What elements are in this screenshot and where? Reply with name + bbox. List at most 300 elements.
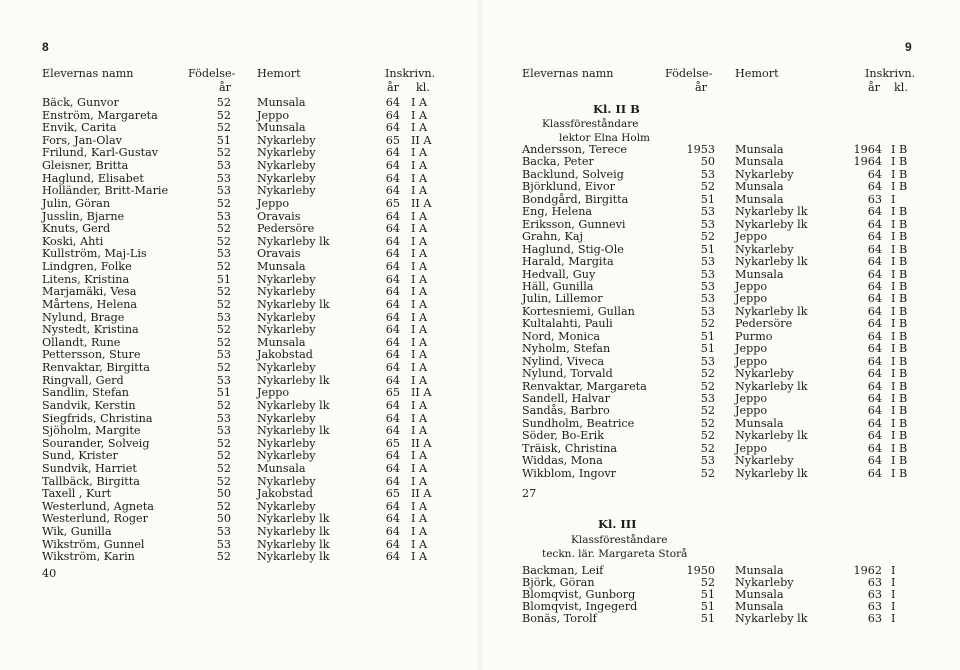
home-town: Oravais: [257, 247, 301, 261]
student-name: Renvaktar, Margareta: [522, 379, 647, 393]
enroll-class: I B: [891, 217, 908, 231]
enroll-class: I A: [411, 272, 428, 286]
enroll-year: 64: [867, 292, 882, 306]
student-name: Kortesniemi, Gullan: [522, 304, 635, 318]
enroll-class: I A: [411, 209, 428, 223]
home-town: Oravais: [257, 209, 301, 223]
enroll-class: I A: [411, 184, 428, 198]
header-home: Hemort: [735, 67, 779, 80]
home-town: Munsala: [735, 416, 784, 430]
class-b-title: Kl. II B: [593, 102, 640, 116]
home-town: Nykarleby: [735, 367, 794, 381]
home-town: Nykarleby: [257, 146, 316, 160]
birth-year: 53: [700, 167, 715, 181]
student-name: Knuts, Gerd: [42, 222, 111, 236]
enroll-year: 65: [385, 196, 400, 210]
enroll-class: I A: [411, 260, 428, 274]
home-town: Jeppo: [735, 292, 768, 306]
enroll-year: 64: [867, 180, 882, 194]
home-town: Nykarleby: [257, 184, 316, 198]
birth-year: 53: [700, 304, 715, 318]
birth-year: 53: [216, 159, 231, 173]
student-name: Taxell , Kurt: [42, 487, 112, 501]
header-enroll-class: kl.: [416, 81, 430, 94]
enroll-year: 63: [867, 588, 882, 601]
student-name: Koski, Ahti: [42, 234, 104, 248]
student-name: Blomqvist, Gunborg: [522, 588, 636, 601]
home-town: Nykarleby: [257, 310, 316, 324]
enroll-year: 64: [385, 285, 400, 299]
birth-year: 52: [216, 96, 231, 109]
enroll-year: 64: [867, 367, 882, 381]
home-town: Nykarleby: [735, 167, 794, 181]
home-town: Munsala: [735, 564, 784, 577]
enroll-year: 64: [385, 499, 400, 513]
birth-year: 52: [700, 367, 715, 381]
student-name: Siegfrids, Christina: [42, 411, 153, 425]
birth-year: 52: [700, 180, 715, 194]
student-count: 40: [42, 567, 57, 580]
student-name: Gleisner, Britta: [42, 159, 129, 173]
enroll-class: I A: [411, 461, 428, 475]
enroll-class: I B: [891, 317, 908, 331]
enroll-class: I A: [411, 323, 428, 337]
student-name: Häll, Gunilla: [522, 279, 594, 293]
enroll-class: I B: [891, 404, 908, 418]
home-town: Nykarleby: [257, 474, 316, 488]
enroll-year: 64: [385, 96, 400, 109]
enroll-year: 64: [385, 411, 400, 425]
column-headers-sub: [0, 81, 480, 95]
birth-year: 53: [216, 348, 231, 362]
enroll-class: I A: [411, 373, 428, 387]
enroll-class: I A: [411, 550, 428, 564]
enroll-class: I A: [411, 247, 428, 261]
student-name: Bäck, Gunvor: [42, 96, 119, 109]
enroll-class: I A: [411, 537, 428, 551]
header-enroll-year: år: [868, 81, 881, 94]
enroll-class: II A: [411, 196, 432, 210]
birth-year: 52: [216, 461, 231, 475]
enroll-class: I: [891, 564, 896, 577]
student-name: Haglund, Stig-Ole: [522, 242, 624, 256]
enroll-year: 64: [867, 242, 882, 256]
enroll-class: I A: [411, 361, 428, 375]
student-name: Träisk, Christina: [522, 441, 618, 455]
birth-year: 52: [216, 550, 231, 564]
birth-year: 52: [216, 108, 231, 122]
home-town: Nykarleby lk: [257, 297, 330, 311]
page-number: 9: [905, 40, 912, 54]
student-name: Holländer, Britt-Marie: [42, 184, 169, 198]
enroll-class: I A: [411, 335, 428, 349]
home-town: Nykarleby lk: [257, 373, 330, 387]
enroll-class: I A: [411, 234, 428, 248]
birth-year: 50: [216, 487, 231, 501]
enroll-year: 64: [867, 466, 882, 480]
enroll-class: I A: [411, 398, 428, 412]
birth-year: 53: [216, 184, 231, 198]
home-town: Jeppo: [735, 342, 768, 356]
table-row: [480, 612, 960, 626]
enroll-year: 1964: [853, 155, 882, 169]
enroll-class: I A: [411, 171, 428, 185]
student-name: Mårtens, Helena: [42, 297, 138, 311]
home-town: Munsala: [257, 96, 306, 109]
birth-year: 52: [216, 196, 231, 210]
enroll-year: 64: [385, 272, 400, 286]
enroll-class: I A: [411, 121, 428, 135]
student-name: Söder, Bo-Erik: [522, 429, 605, 443]
student-name: Lindgren, Folke: [42, 260, 132, 274]
home-town: Munsala: [735, 588, 784, 601]
enroll-class: I B: [891, 454, 908, 468]
home-town: Nykarleby: [257, 323, 316, 337]
enroll-year: 64: [867, 255, 882, 269]
student-name: Frilund, Karl-Gustav: [42, 146, 159, 160]
birth-year: 51: [700, 329, 715, 343]
birth-year: 53: [700, 292, 715, 306]
student-name: Jusslin, Bjarne: [42, 209, 125, 223]
home-town: Nykarleby lk: [257, 424, 330, 438]
header-birth-year: år: [695, 81, 708, 94]
enroll-year: 64: [867, 230, 882, 244]
home-town: Jeppo: [257, 386, 290, 400]
enroll-class: I B: [891, 304, 908, 318]
birth-year: 52: [700, 317, 715, 331]
birth-year: 53: [216, 247, 231, 261]
enroll-year: 64: [385, 108, 400, 122]
student-name: Nylind, Viveca: [522, 354, 605, 368]
enroll-year: 63: [867, 612, 882, 625]
student-name: Sourander, Solveig: [42, 436, 150, 450]
home-town: Nykarleby: [257, 449, 316, 463]
student-name: Pettersson, Sture: [42, 348, 141, 362]
birth-year: 53: [700, 354, 715, 368]
enroll-year: 64: [385, 297, 400, 311]
header-birth-year: år: [219, 81, 232, 94]
enroll-class: I A: [411, 512, 428, 526]
header-enroll: Inskrivn.: [865, 67, 916, 80]
enroll-class: I A: [411, 525, 428, 539]
home-town: Nykarleby: [257, 272, 316, 286]
enroll-class: I: [891, 588, 896, 601]
home-town: Jeppo: [735, 230, 768, 244]
student-name: Björk, Göran: [522, 576, 595, 589]
enroll-class: II A: [411, 436, 432, 450]
enroll-year: 64: [385, 550, 400, 564]
student-name: Nystedt, Kristina: [42, 323, 139, 337]
enroll-class: II A: [411, 487, 432, 501]
student-name: Nord, Monica: [522, 329, 601, 343]
birth-year: 52: [216, 436, 231, 450]
enroll-year: 64: [867, 454, 882, 468]
student-name: Julin, Lillemor: [522, 292, 603, 306]
enroll-class: I A: [411, 222, 428, 236]
birth-year: 53: [700, 392, 715, 405]
home-town: Nykarleby: [735, 454, 794, 468]
enroll-class: I A: [411, 474, 428, 488]
birth-year: 51: [700, 192, 715, 206]
student-name: Westerlund, Roger: [42, 512, 148, 526]
enroll-year: 64: [867, 342, 882, 356]
birth-year: 53: [216, 411, 231, 425]
enroll-year: 64: [385, 209, 400, 223]
class-b-teacher-label: Klassföreståndare: [542, 118, 639, 130]
home-town: Nykarleby lk: [735, 205, 808, 219]
student-name: Nylund, Brage: [42, 310, 125, 324]
enroll-year: 64: [867, 404, 882, 418]
home-town: Munsala: [735, 143, 784, 156]
enroll-class: I B: [891, 230, 908, 244]
enroll-year: 64: [867, 379, 882, 393]
enroll-year: 64: [385, 361, 400, 375]
birth-year: 50: [700, 155, 715, 169]
enroll-year: 64: [385, 424, 400, 438]
enroll-class: I B: [891, 292, 908, 306]
enroll-year: 64: [385, 184, 400, 198]
student-name: Andersson, Terece: [522, 143, 628, 156]
home-town: Nykarleby: [257, 499, 316, 513]
home-town: Nykarleby lk: [257, 234, 330, 248]
enroll-year: 64: [867, 267, 882, 281]
enroll-year: 64: [385, 171, 400, 185]
enroll-year: 64: [867, 392, 882, 405]
student-name: Ringvall, Gerd: [42, 373, 124, 387]
birth-year: 52: [216, 234, 231, 248]
student-name: Sandås, Barbro: [522, 404, 610, 418]
home-town: Munsala: [257, 260, 306, 274]
enroll-year: 1964: [853, 143, 882, 156]
home-town: Munsala: [735, 155, 784, 169]
birth-year: 52: [216, 146, 231, 160]
home-town: Pedersöre: [735, 317, 793, 331]
birth-year: 51: [216, 386, 231, 400]
home-town: Nykarleby lk: [735, 429, 808, 443]
student-name: Litens, Kristina: [42, 272, 130, 286]
birth-year: 1953: [686, 143, 715, 156]
enroll-class: I A: [411, 424, 428, 438]
enroll-year: 65: [385, 386, 400, 400]
enroll-class: II A: [411, 386, 432, 400]
student-name: Tallbäck, Birgitta: [42, 474, 140, 488]
enroll-year: 64: [385, 512, 400, 526]
enroll-class: I: [891, 612, 896, 625]
student-name: Backman, Leif: [522, 564, 604, 577]
home-town: Nykarleby: [257, 436, 316, 450]
student-name: Sandlin, Stefan: [42, 386, 129, 400]
enroll-year: 64: [385, 323, 400, 337]
student-name: Björklund, Eivor: [522, 180, 615, 194]
student-name: Bonäs, Torolf: [522, 612, 597, 625]
birth-year: 53: [700, 267, 715, 281]
enroll-year: 64: [867, 205, 882, 219]
enroll-class: I A: [411, 449, 428, 463]
student-name: Grahn, Kaj: [522, 230, 583, 244]
student-name: Sandvik, Kerstin: [42, 398, 136, 412]
home-town: Munsala: [735, 180, 784, 194]
student-name: Harald, Margita: [522, 255, 614, 269]
enroll-year: 64: [867, 304, 882, 318]
student-name: Haglund, Elisabet: [42, 171, 144, 185]
home-town: Jakobstad: [257, 487, 313, 501]
birth-year: 53: [216, 424, 231, 438]
enroll-class: I A: [411, 96, 428, 109]
student-name: Fors, Jan-Olav: [42, 133, 122, 147]
home-town: Nykarleby: [257, 133, 316, 147]
header-name: Elevernas namn: [42, 67, 134, 80]
enroll-class: I B: [891, 329, 908, 343]
student-name: Julin, Göran: [42, 196, 111, 210]
enroll-year: 64: [385, 234, 400, 248]
table-row: [480, 467, 960, 481]
birth-year: 52: [216, 499, 231, 513]
enroll-year: 64: [867, 329, 882, 343]
header-birth: Födelse-: [188, 67, 236, 80]
home-town: Munsala: [257, 461, 306, 475]
enroll-class: I A: [411, 159, 428, 173]
student-name: Wikström, Gunnel: [42, 537, 145, 551]
student-name: Blomqvist, Ingegerd: [522, 600, 638, 613]
home-town: Munsala: [735, 600, 784, 613]
enroll-year: 64: [385, 449, 400, 463]
student-name: Nyholm, Stefan: [522, 342, 611, 356]
header-enroll-class: kl.: [894, 81, 908, 94]
home-town: Nykarleby: [257, 285, 316, 299]
enroll-year: 65: [385, 436, 400, 450]
enroll-year: 64: [867, 441, 882, 455]
enroll-class: I A: [411, 411, 428, 425]
enroll-year: 63: [867, 600, 882, 613]
enroll-class: I B: [891, 429, 908, 443]
student-name: Widdas, Mona: [522, 454, 603, 468]
birth-year: 52: [700, 230, 715, 244]
student-name: Eriksson, Gunnevi: [522, 217, 626, 231]
student-name: Marjamäki, Vesa: [42, 285, 137, 299]
enroll-class: I B: [891, 379, 908, 393]
student-name: Envik, Carita: [42, 121, 117, 135]
birth-year: 52: [216, 260, 231, 274]
home-town: Nykarleby: [735, 242, 794, 256]
student-name: Bondgård, Birgitta: [522, 192, 629, 206]
enroll-year: 63: [867, 192, 882, 206]
birth-year: 52: [700, 441, 715, 455]
right-page: [480, 0, 960, 670]
enroll-year: 1962: [853, 564, 882, 577]
home-town: Jeppo: [735, 279, 768, 293]
enroll-class: I B: [891, 155, 908, 169]
birth-year: 52: [216, 474, 231, 488]
home-town: Munsala: [735, 192, 784, 206]
home-town: Jeppo: [735, 404, 768, 418]
class-c-teacher-label: Klassföreståndare: [571, 534, 668, 546]
birth-year: 52: [700, 404, 715, 418]
enroll-class: I B: [891, 466, 908, 480]
birth-year: 52: [216, 361, 231, 375]
enroll-class: I A: [411, 108, 428, 122]
table-row: [0, 550, 480, 564]
enroll-class: I B: [891, 416, 908, 430]
student-name: Hedvall, Guy: [522, 267, 596, 281]
enroll-class: I B: [891, 267, 908, 281]
enroll-year: 64: [385, 474, 400, 488]
enroll-class: I B: [891, 441, 908, 455]
birth-year: 1950: [686, 564, 715, 577]
birth-year: 52: [700, 429, 715, 443]
enroll-year: 64: [385, 525, 400, 539]
enroll-class: I A: [411, 310, 428, 324]
birth-year: 53: [700, 454, 715, 468]
enroll-year: 64: [867, 429, 882, 443]
header-birth: Födelse-: [665, 67, 713, 80]
student-name: Sandell, Halvar: [522, 392, 610, 405]
birth-year: 51: [700, 612, 715, 625]
student-name: Backa, Peter: [522, 155, 594, 169]
enroll-class: I B: [891, 242, 908, 256]
student-name: Backlund, Solveig: [522, 167, 624, 181]
birth-year: 52: [700, 416, 715, 430]
home-town: Nykarleby lk: [735, 612, 808, 625]
enroll-class: I A: [411, 348, 428, 362]
home-town: Pedersöre: [257, 222, 315, 236]
enroll-year: 64: [867, 279, 882, 293]
birth-year: 52: [700, 466, 715, 480]
birth-year: 53: [700, 205, 715, 219]
birth-year: 53: [216, 171, 231, 185]
home-town: Nykarleby: [257, 411, 316, 425]
home-town: Nykarleby lk: [257, 525, 330, 539]
home-town: Munsala: [257, 121, 306, 135]
home-town: Nykarleby lk: [735, 217, 808, 231]
class-b-teacher-name: lektor Elna Holm: [559, 132, 651, 144]
home-town: Purmo: [735, 329, 773, 343]
birth-year: 52: [216, 222, 231, 236]
home-town: Jeppo: [735, 354, 768, 368]
enroll-class: I B: [891, 180, 908, 194]
home-town: Nykarleby: [257, 159, 316, 173]
home-town: Munsala: [735, 267, 784, 281]
enroll-year: 64: [385, 348, 400, 362]
birth-year: 53: [216, 373, 231, 387]
student-name: Sundholm, Beatrice: [522, 416, 635, 430]
enroll-year: 64: [385, 222, 400, 236]
enroll-year: 64: [385, 247, 400, 261]
student-name: Enström, Margareta: [42, 108, 158, 122]
enroll-class: I B: [891, 392, 908, 405]
column-headers-sub: [480, 81, 960, 95]
enroll-class: I A: [411, 285, 428, 299]
home-town: Nykarleby: [257, 361, 316, 375]
birth-year: 53: [700, 279, 715, 293]
home-town: Jeppo: [257, 108, 290, 122]
birth-year: 52: [216, 297, 231, 311]
enroll-year: 64: [385, 260, 400, 274]
enroll-class: I B: [891, 205, 908, 219]
page-number: 8: [42, 40, 49, 54]
enroll-year: 64: [867, 416, 882, 430]
enroll-year: 64: [385, 146, 400, 160]
enroll-class: I: [891, 192, 896, 206]
enroll-year: 64: [385, 310, 400, 324]
header-home: Hemort: [257, 67, 301, 80]
birth-year: 53: [700, 255, 715, 269]
enroll-class: I B: [891, 143, 908, 156]
enroll-year: 65: [385, 487, 400, 501]
birth-year: 51: [700, 600, 715, 613]
enroll-class: I B: [891, 255, 908, 269]
birth-year: 52: [216, 398, 231, 412]
birth-year: 52: [700, 379, 715, 393]
